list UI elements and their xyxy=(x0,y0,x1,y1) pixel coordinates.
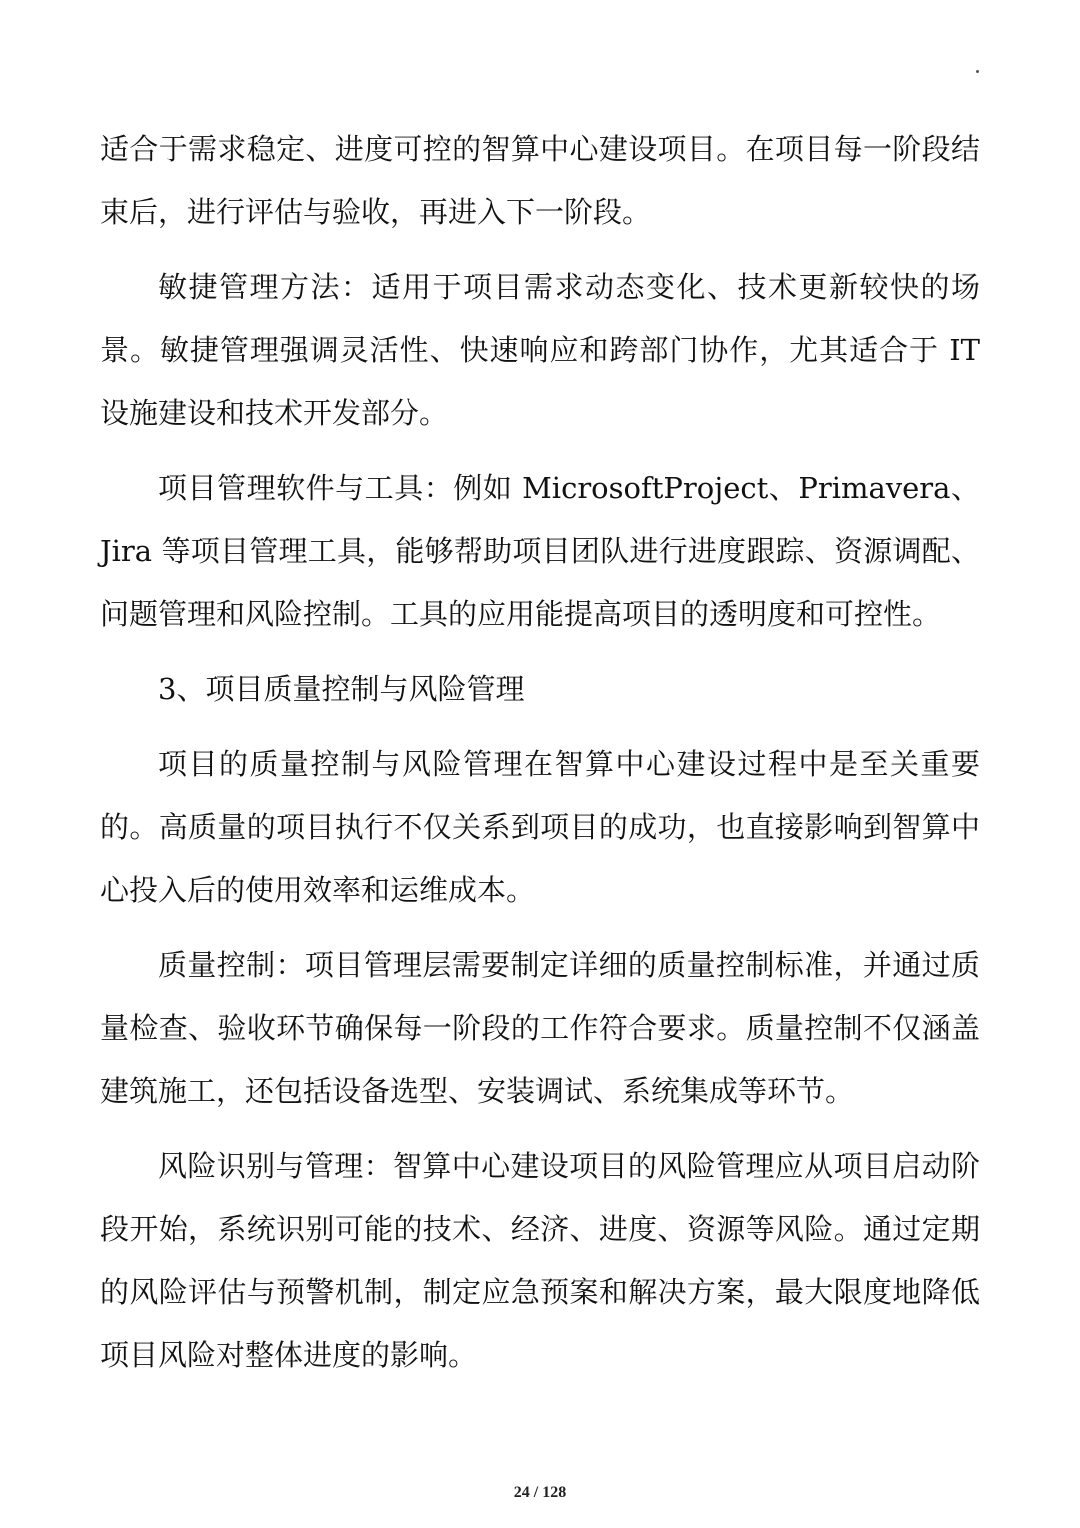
document-body xyxy=(100,118,980,1399)
paragraph-risk-identification: 风险识别与管理：智算中心建设项目的风险管理应从项目启动阶段开始，系统识别可能的技术、经济、进度、资源等风险。通过定期的风险评估与预警机制，制定应急预案和解决方案，最大限度地降低项目风险对整体进度的影响。 xyxy=(100,1149,980,1372)
section-heading-quality-risk: 3、项目质量控制与风险管理 xyxy=(158,672,525,706)
paragraph-agile-management: 敏捷管理方法：适用于项目需求动态变化、技术更新较快的场景。敏捷管理强调灵活性、快速响应和跨部门协作，尤其适合于 IT 设施建设和技术开发部分。 xyxy=(100,270,980,430)
paragraph-continuation: 适合于需求稳定、进度可控的智算中心建设项目。在项目每一阶段结束后，进行评估与验收，再进入下一阶段。 xyxy=(100,132,980,229)
paragraph-quality-control: 质量控制：项目管理层需要制定详细的质量控制标准，并通过质量检查、验收环节确保每一阶段的工作符合要求。质量控制不仅涵盖建筑施工，还包括设备选型、安装调试、系统集成等环节。 xyxy=(100,948,980,1108)
corner-dot-mark xyxy=(976,70,979,73)
paragraph-pm-software-tools: 项目管理软件与工具：例如 MicrosoftProject、Primavera、Jira 等项目管理工具，能够帮助项目团队进行进度跟踪、资源调配、问题管理和风险控制。工具的应用能提高项目的透明度和可控性。 xyxy=(100,471,980,631)
page-number: 24 / 128 xyxy=(513,1484,567,1501)
paragraph-quality-risk-intro: 项目的质量控制与风险管理在智算中心建设过程中是至关重要的。高质量的项目执行不仅关系到项目的成功，也直接影响到智算中心投入后的使用效率和运维成本。 xyxy=(100,747,980,907)
